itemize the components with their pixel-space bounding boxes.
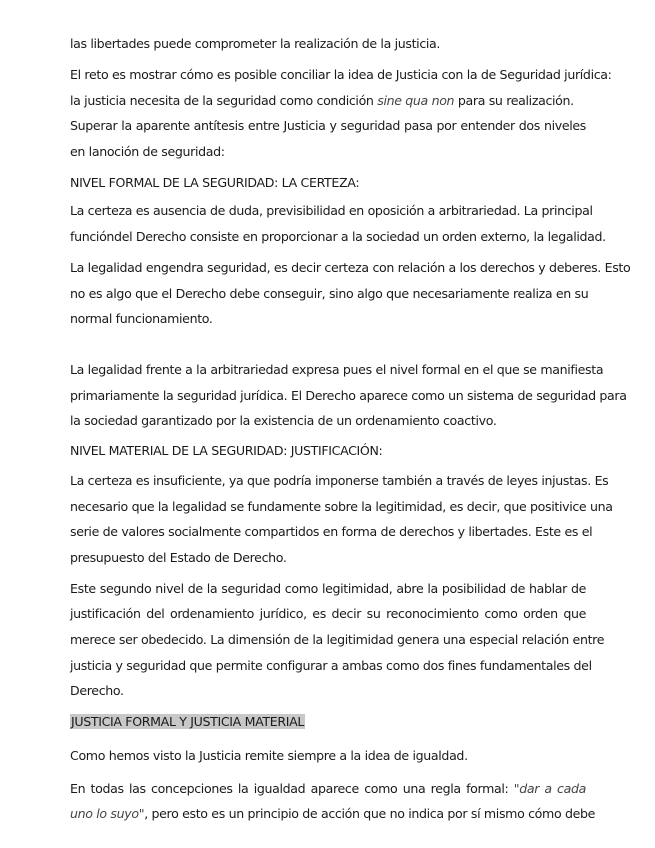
text-run: las libertades puede comprometer la realización de la justicia.	[70, 36, 441, 51]
paragraph-line	[70, 632, 605, 648]
highlighted-heading	[70, 714, 305, 729]
paragraph-line	[70, 260, 631, 276]
paragraph-line	[70, 203, 593, 219]
text-run: justificación del ordenamiento jurídico, es decir su reconocimiento como orden que	[70, 606, 586, 621]
text-run: La certeza es ausencia de duda, previsibilidad en oposición a arbitrariedad. La principal	[70, 203, 593, 218]
section-heading	[70, 175, 586, 191]
paragraph-line	[70, 581, 586, 597]
paragraph-line	[70, 388, 627, 404]
text-run: , pero esto es un principio de acción que no indica por sí mismo cómo debe	[144, 806, 596, 821]
paragraph-line	[70, 229, 606, 245]
text-run: en lanoción de seguridad:	[70, 144, 225, 159]
text-run: La legalidad frente a la arbitrariedad expresa pues el nivel formal en el que se manifiesta	[70, 362, 604, 377]
paragraph-line	[70, 362, 604, 378]
text-run: serie de valores socialmente compartidos en forma de derechos y libertades. Este es el	[70, 524, 593, 539]
text-run: merece ser obedecido. La dimensión de la legitimidad genera una especial relación entre	[70, 632, 605, 647]
section-heading	[70, 714, 586, 730]
text-run: Derecho.	[70, 683, 124, 698]
italic-text-run: "dar a cada	[513, 781, 586, 796]
text-run: justicia y seguridad que permite configurar a ambas como dos fines fundamentales del	[70, 658, 592, 673]
paragraph-line	[70, 806, 596, 822]
paragraph-line	[70, 286, 589, 302]
italic-text-run: uno lo suyo"	[70, 806, 145, 821]
text-run: Superar la aparente antítesis entre Justicia y seguridad pasa por entender dos niveles	[70, 118, 586, 133]
paragraph-line	[70, 67, 612, 83]
paragraph-line	[70, 473, 609, 489]
text-run: normal funcionamiento.	[70, 311, 213, 326]
paragraph-line	[70, 550, 586, 566]
text-run: la justicia necesita de la seguridad como condición	[70, 93, 378, 108]
paragraph-line	[70, 144, 586, 160]
text-run: La certeza es insuficiente, ya que podría imponerse también a través de leyes injustas. Es	[70, 473, 609, 488]
paragraph-line	[70, 413, 586, 429]
paragraph-line	[70, 499, 613, 515]
paragraph-line	[70, 606, 586, 622]
text-run: para su realización.	[454, 93, 574, 108]
paragraph-line	[70, 311, 586, 327]
section-heading	[70, 443, 586, 459]
text-run: la sociedad garantizado por la existencia de un ordenamiento coactivo.	[70, 413, 497, 428]
text-run: necesario que la legalidad se fundamente sobre la legitimidad, es decir, que positivice una	[70, 499, 613, 514]
text-run: Como hemos visto la Justicia remite siempre a la idea de igualdad.	[70, 748, 468, 763]
text-run: En todas las concepciones la igualdad aparece como una regla formal:	[70, 781, 514, 796]
text-run: La legalidad engendra seguridad, es decir certeza con relación a los derechos y deberes. Esto	[70, 260, 631, 275]
italic-text-run: sine qua non	[377, 93, 455, 108]
text-run: presupuesto del Estado de Derecho.	[70, 550, 287, 565]
paragraph-line	[70, 658, 592, 674]
text-run: El reto es mostrar cómo es posible conciliar la idea de Justicia con la de Seguridad jurídica:	[70, 67, 612, 82]
paragraph-line	[70, 748, 586, 764]
text-run: no es algo que el Derecho debe conseguir, sino algo que necesariamente realiza en su	[70, 286, 589, 301]
paragraph-line	[70, 36, 586, 52]
text-run: NIVEL FORMAL DE LA SEGURIDAD: LA CERTEZA:	[70, 175, 360, 190]
text-run: JUSTICIA FORMAL Y JUSTICIA MATERIAL	[71, 714, 305, 729]
text-run: NIVEL MATERIAL DE LA SEGURIDAD: JUSTIFICACIÓN:	[70, 443, 383, 458]
paragraph-line	[70, 683, 586, 699]
paragraph-line	[70, 118, 586, 134]
paragraph-line	[70, 781, 586, 797]
text-run: Este segundo nivel de la seguridad como legitimidad, abre la posibilidad de hablar de	[70, 581, 586, 596]
paragraph-line	[70, 93, 586, 109]
paragraph-line	[70, 524, 593, 540]
text-run: primariamente la seguridad jurídica. El Derecho aparece como un sistema de seguridad para	[70, 388, 627, 403]
text-run: funcióndel Derecho consiste en proporcionar a la sociedad un orden externo, la legalidad.	[70, 229, 606, 244]
